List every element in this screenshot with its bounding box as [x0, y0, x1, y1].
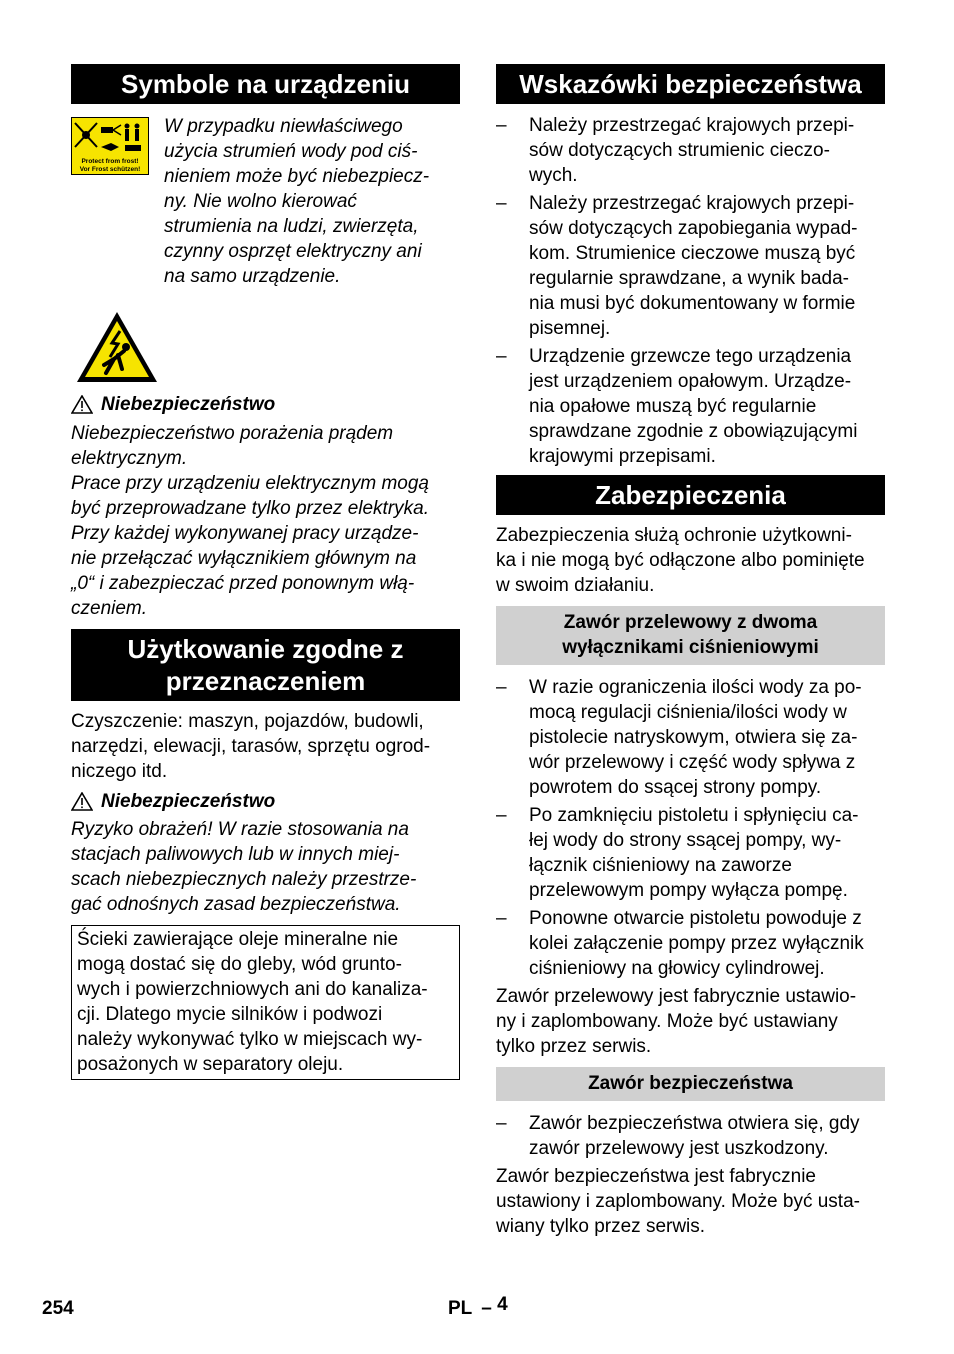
footer-page-index: 4: [497, 1294, 508, 1315]
list-item: – Należy przestrzegać krajowych przepi- sów dotyczących strumienic cieczo- wych.: [496, 115, 855, 186]
footer-lang: [448, 1296, 508, 1321]
label-text-2: Vor Frost schützen!: [79, 166, 141, 173]
usage-text: Czyszczenie: maszyn, pojazdów, budowli, narzędzi, elewacji, tarasów, sprzętu ogrod- niczego itd.: [71, 711, 431, 782]
electric-warning-icon: [74, 309, 460, 387]
danger-text-1: Niebezpieczeństwo porażenia prądem elektrycznym. Prace przy urządzeniu elektrycznym mogą być przeprowadzane tylko przez elektryka. Przy każdej wykonywanej pracy urządze- nie przełączać wyłącznikiem głównym na „0“ i zabezpieczać przed ponownym włą- czeniem.: [71, 423, 429, 619]
heading-protection: Zabezpieczenia: [496, 475, 885, 515]
footer-separator: –: [481, 1298, 492, 1319]
symbol-text: W przypadku niewłaściwego użycia strumień wody pod ciś- nieniem może być niebezpiecz- ny. Nie wolno kierować strumienia na ludzi, zwierzęta, czynny osprzęt elektryczny ani na samo urządzenie.: [164, 116, 430, 287]
warning-triangle-icon: [71, 792, 93, 811]
page-number: 254: [42, 1298, 74, 1319]
warning-triangle-icon: [71, 395, 93, 414]
left-column: [71, 64, 460, 1080]
heading-safety: Wskazówki bezpieczeństwa: [496, 64, 885, 104]
list-item: – Po zamknięciu pistoletu i spłynięciu ca- łej wody do strony ssącej pompy, wy- łącznik ciśnieniowy na zaworze przelewowym pompy wyłącza pompę.: [496, 805, 859, 901]
danger-heading-1: Niebezpieczeństwo: [71, 392, 460, 417]
protection-intro: Zabezpieczenia służą ochronie użytkowni- ka i nie mogą być odłączone albo pominięte w swoim działaniu.: [496, 525, 865, 596]
symbol-row: [71, 114, 460, 289]
list-item: – Należy przestrzegać krajowych przepi- sów dotyczących zapobiegania wypad- kom. Strumienice cieczowe muszą być regularnie sprawdzane, a wynik bada- nia musi być dokumentowany w formie pisemnej.: [496, 193, 858, 339]
safety-valve-list: [496, 1111, 885, 1161]
lang-code: PL: [448, 1298, 472, 1319]
subheading-overflow-valve: Zawór przelewowy z dwoma wyłącznikami ciśnieniowymi: [496, 606, 885, 665]
safety-valve-note: Zawór bezpieczeństwa jest fabrycznie ustawiony i zaplombowany. Może być usta- wiany tylko przez serwis.: [496, 1166, 860, 1237]
safety-list: [496, 113, 885, 469]
list-item: – Ponowne otwarcie pistoletu powoduje z kolei załączenie pompy przez wyłącznik ciśnieniowy na głowicy cylindrowej.: [496, 908, 864, 979]
device-label-icon: [71, 117, 149, 175]
list-item: – Zawór bezpieczeństwa otwiera się, gdy zawór przelewowy jest uszkodzony.: [496, 1113, 860, 1159]
overflow-list: [496, 675, 885, 981]
label-text-1: Protect from frost!: [81, 158, 139, 165]
overflow-note: Zawór przelewowy jest fabrycznie ustawio- ny i zaplombowany. Może być ustawiany tylko przez serwis.: [496, 986, 857, 1057]
right-column: [496, 64, 885, 1239]
heading-usage: Użytkowanie zgodne z przeznaczeniem: [71, 629, 460, 701]
list-item: – Urządzenie grzewcze tego urządzenia jest urządzeniem opałowym. Urządze- nia opałowe muszą być regularnie sprawdzane zgodnie z obowiązującymi krajowymi przepisami.: [496, 346, 858, 467]
danger-text-2: Ryzyko obrażeń! W razie stosowania na stacjach paliwowych lub w innych miej- scach niebezpiecznych należy przestrze- gać odnośnych zasad bezpieczeństwa.: [71, 819, 417, 915]
danger-heading-2: Niebezpieczeństwo: [71, 789, 460, 814]
subheading-safety-valve: Zawór bezpieczeństwa: [496, 1067, 885, 1101]
environment-box: Ścieki zawierające oleje mineralne nie mogą dostać się do gleby, wód grunto- wych i powierzchniowych ani do kanaliza- cji. Dlatego mycie silników i podwozi należy wykonywać tylko w miejscach wy- posażonych w separatory oleju.: [71, 925, 460, 1080]
list-item: – W razie ograniczenia ilości wody za po- mocą regulacji ciśnienia/ilości wody w pistolecie natryskowym, otwiera się za- wór przelewowy i część wody spływa z powrotem do ssącej strony pompy.: [496, 677, 862, 798]
heading-symbols: Symbole na urządzeniu: [71, 64, 460, 104]
